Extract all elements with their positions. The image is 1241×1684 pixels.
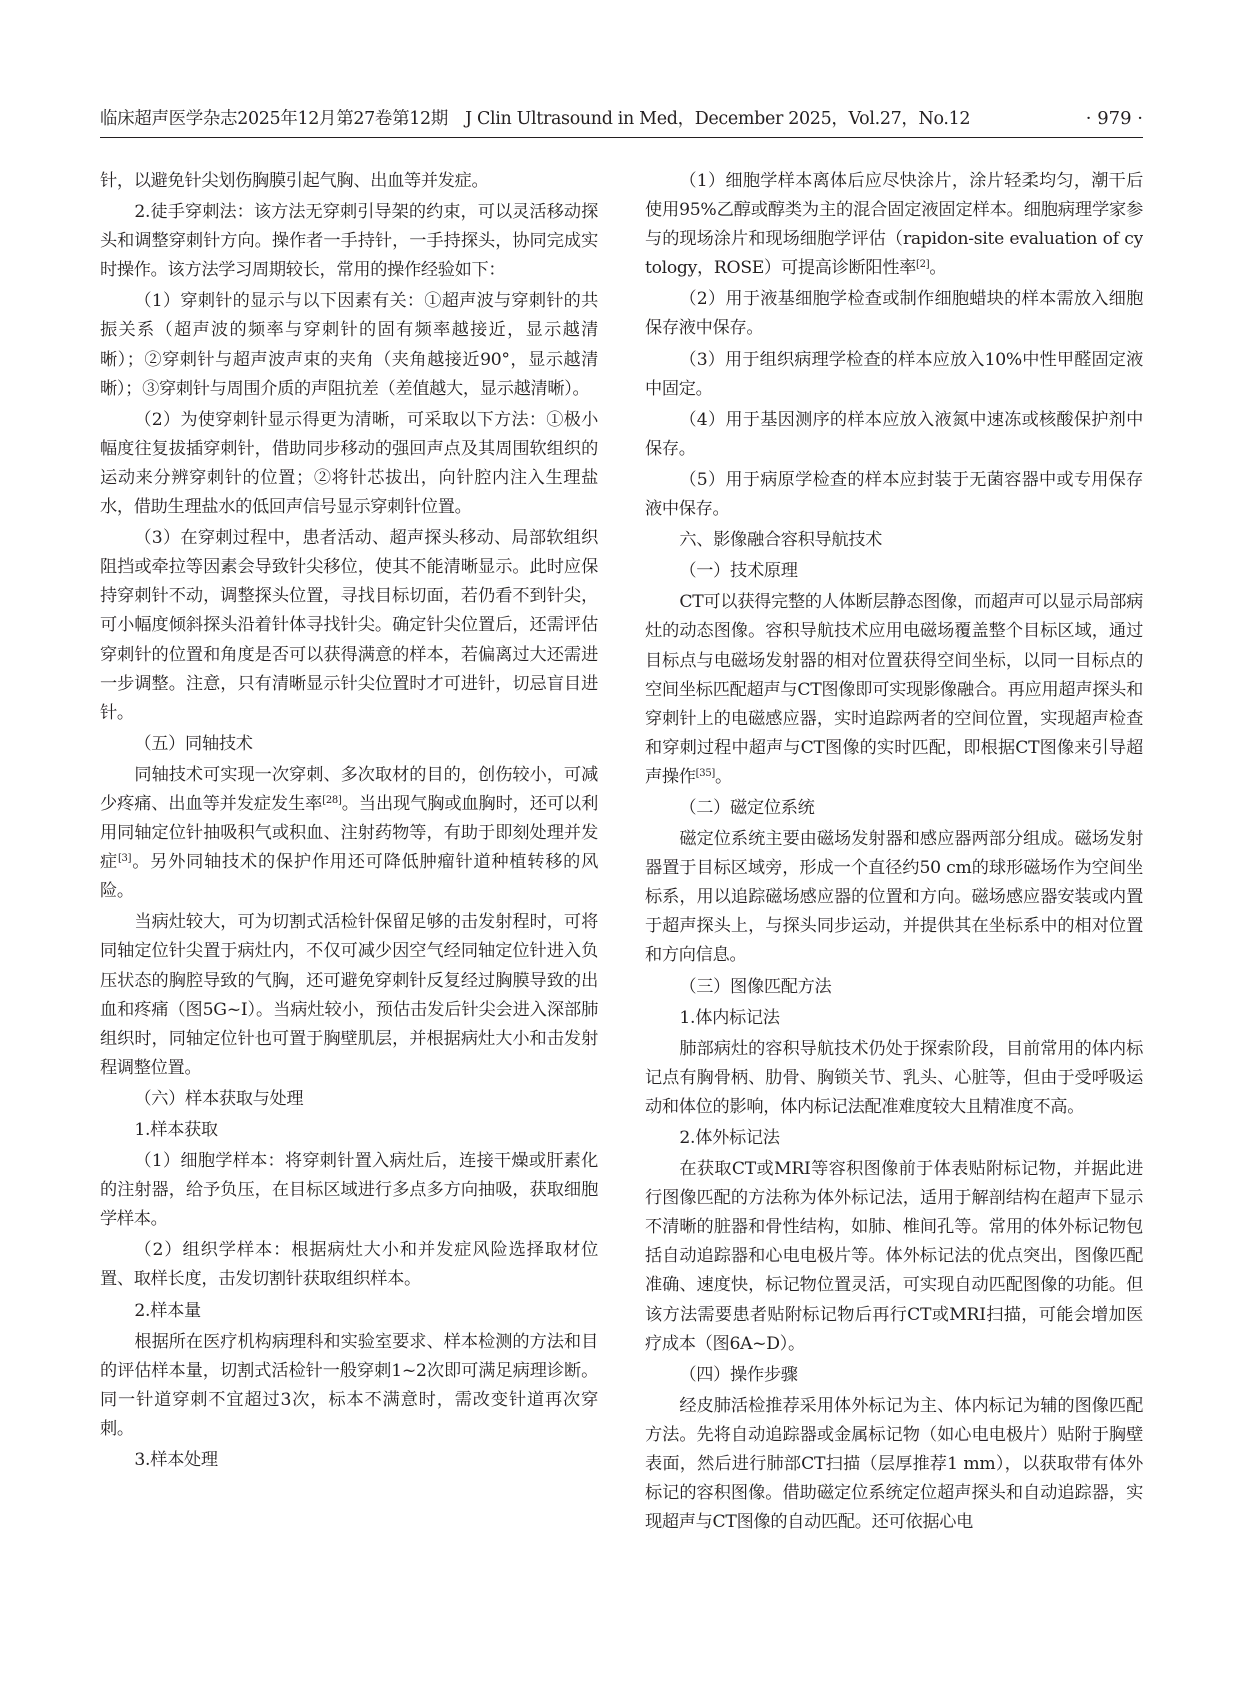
body-paragraph [100, 1328, 598, 1444]
citation-ref: [28] [322, 794, 342, 806]
body-paragraph [100, 524, 598, 728]
page-number: · 979 · [1085, 108, 1143, 129]
paragraph-text: 肺部病灶的容积导航技术仍处于探索阶段，目前常用的体内标记点有胸骨柄、肋骨、胸锁关节、乳头、心脏等，但由于受呼吸运动和体位的影响，体内标记法配准难度较大且精准度不高。 [645, 1038, 1143, 1117]
running-header [100, 106, 1143, 136]
section-heading [100, 1116, 598, 1145]
body-paragraph [100, 1147, 598, 1234]
paragraph-text: （四）操作步骤 [679, 1364, 798, 1385]
paragraph-text: （2）为使穿刺针显示得更为清晰，可采取以下方法：①极小幅度往复拔插穿刺针，借助同步移动的强回声点及其周围软组织的运动来分辨穿刺针的位置；②将针芯拔出，向针腔内注入生理盐水，借助生理盐水的低回声信号显示穿刺针位置。 [100, 409, 598, 518]
section-heading [645, 1124, 1143, 1153]
paragraph-text: 2.徒手穿刺法：该方法无穿刺引导架的约束，可以灵活移动探头和调整穿刺针方向。操作者一手持针，一手持探头，协同完成实时操作。该方法学习周期较长，常用的操作经验如下： [100, 202, 598, 281]
section-heading [645, 1361, 1143, 1390]
section-heading [645, 526, 1143, 555]
body-paragraph [100, 761, 598, 906]
paragraph-text: 1.样本获取 [134, 1120, 218, 1140]
section-heading [100, 1085, 598, 1114]
paragraph-text: 针，以避免针尖划伤胸膜引起气胸、出血等并发症。 [100, 171, 489, 191]
paragraph-text: （六）样本获取与处理 [134, 1088, 304, 1109]
body-paragraph [645, 1155, 1143, 1359]
body-paragraph [645, 346, 1143, 404]
paragraph-text: 根据所在医疗机构病理科和实验室要求、样本检测的方法和目的评估样本量，切割式活检针一般穿刺1~2次即可满足病理诊断。同一针道穿刺不宜超过3次，标本不满意时，需改变针道再次穿刺。 [100, 1331, 598, 1439]
paragraph-text: 经皮肺活检推荐采用体外标记为主、体内标记为辅的图像匹配方法。先将自动追踪器或金属标记物（如心电电极片）贴附于胸壁表面，然后进行肺部CT扫描（层厚推荐1 mm），以获取带有体外标记的容积图像。借助磁定位系统定位超声探头和自动追踪器，实现超声与CT图像的自动匹配。还可依据心电 [645, 1395, 1143, 1533]
body-paragraph [100, 908, 598, 1083]
paragraph-text: （1）穿刺针的显示与以下因素有关：①超声波与穿刺针的共振关系（超声波的频率与穿刺针的固有频率越接近，显示越清晰）；②穿刺针与超声波声束的夹角（夹角越接近90°，显示越清晰）；③穿刺针与周围介质的声阻抗差（差值越大，显示越清晰）。 [100, 291, 598, 399]
section-heading [100, 1297, 598, 1326]
body-paragraph [645, 285, 1143, 343]
section-heading [645, 557, 1143, 586]
paragraph-text: 六、影像融合容积导航技术 [679, 530, 883, 551]
body-paragraph [645, 1035, 1143, 1122]
journal-citation-line: 临床超声医学杂志2025年12月第27卷第12期 J Clin Ultrasound in Med，December 2025，Vol.27，No.12 [100, 109, 971, 129]
paragraph-text: （1）细胞学样本：将穿刺针置入病灶后，连接干燥或肝素化的注射器，给予负压，在目标区域进行多点多方向抽吸，获取细胞学样本。 [100, 1151, 598, 1230]
paragraph-text: （五）同轴技术 [134, 733, 253, 754]
paragraph-text: CT可以获得完整的人体断层静态图像，而超声可以显示局部病灶的动态图像。容积导航技术应用电磁场覆盖整个目标区域，通过目标点与电磁场发射器的相对位置获得空间坐标，以同一目标点的空间坐标匹配超声与CT图像即可实现影像融合。再应用超声探头和穿刺针上的电磁感应器，实时追踪两者的空间位置，实现超声检查和穿刺过程中超声与CT图像的实时匹配，即根据CT图像来引导超声操作 [645, 592, 1143, 787]
paragraph-text: 。 [715, 766, 732, 787]
body-paragraph [645, 466, 1143, 524]
paragraph-text: （3）用于组织病理学检查的样本应放入10%中性甲醛固定液中固定。 [645, 349, 1143, 399]
citation-ref: [35] [695, 767, 715, 779]
body-paragraph [645, 1392, 1143, 1537]
paragraph-text: 同轴技术可实现一次穿刺、多次取材的目的，创伤较小，可减少疼痛、出血等并发症发生率 [100, 764, 598, 814]
body-paragraph [100, 287, 598, 403]
paragraph-text: 当病灶较大，可为切割式活检针保留足够的击发射程时，可将同轴定位针尖置于病灶内，不仅可减少因空气经同轴定位针进入负压状态的胸腔导致的气胸，还可避免穿刺针反复经过胸膜导致的出血和疼痛（图5G~I）。当病灶较小，预估击发后针尖会进入深部肺组织时，同轴定位针也可置于胸壁肌层，并根据病灶大小和击发射程调整位置。 [100, 912, 598, 1078]
body-paragraph [645, 588, 1143, 792]
text-column-left [100, 167, 598, 1607]
body-paragraph [100, 1236, 598, 1294]
paragraph-text: 磁定位系统主要由磁场发射器和感应器两部分组成。磁场发射器置于目标区域旁，形成一个直径约50 cm的球形磁场作为空间坐标系，用以追踪磁场感应器的位置和方向。磁场感应器安装或内置于超声探头上，与探头同步运动，并提供其在坐标系中的相对位置和方向信息。 [645, 829, 1143, 966]
body-paragraph [100, 167, 598, 196]
paragraph-text: （3）在穿刺过程中，患者活动、超声探头移动、局部软组织阻挡或牵拉等因素会导致针尖移位，使其不能清晰显示。此时应保持穿刺针不动，调整探头位置，寻找目标切面，若仍看不到针尖，可小幅度倾斜探头沿着针体寻找针尖。确定针尖位置后，还需评估穿刺针的位置和角度是否可以获得满意的样本，若偏离过大还需进一步调整。注意，只有清晰显示针尖位置时才可进针，切忌盲目进针。 [100, 528, 598, 723]
section-heading [645, 973, 1143, 1002]
section-heading [645, 794, 1143, 823]
header-rule [100, 137, 1143, 138]
citation-ref: [3] [117, 853, 132, 865]
paragraph-text: 3.样本处理 [134, 1450, 218, 1471]
paragraph-text: 在获取CT或MRI等容积图像前于体表贴附标记物，并据此进行图像匹配的方法称为体外标记法，适用于解剖结构在超声下显示不清晰的脏器和骨性结构，如肺、椎间孔等。常用的体外标记物包括自动追踪器和心电电极片等。体外标记法的优点突出，图像匹配准确、速度快，标记物位置灵活，可实现自动匹配图像的功能。但该方法需要患者贴附标记物后再行CT或MRI扫描，可能会增加医疗成本（图6A~D）。 [645, 1159, 1143, 1354]
paragraph-text: （4）用于基因测序的样本应放入液氮中速冻或核酸保护剂中保存。 [645, 409, 1143, 459]
paragraph-text: （二）磁定位系统 [679, 797, 815, 818]
paragraph-text: （三）图像匹配方法 [679, 976, 832, 997]
body-paragraph [645, 167, 1143, 283]
paragraph-text: （1）细胞学样本离体后应尽快涂片，涂片轻柔均匀，潮干后使用95%乙醇或醇类为主的混合固定液固定样本。细胞病理学家参与的现场涂片和现场细胞学评估（rapidon-site evaluation of cytology，ROSE）可提高诊断阳性率 [645, 171, 1143, 279]
paragraph-text: 。 [929, 258, 947, 279]
paragraph-text: （2）组织学样本：根据病灶大小和并发症风险选择取材位置、取样长度，击发切割针获取组织样本。 [100, 1240, 598, 1290]
paragraph-text: （2）用于液基细胞学检查或制作细胞蜡块的样本需放入细胞保存液中保存。 [645, 289, 1143, 339]
body-paragraph [645, 825, 1143, 970]
paragraph-text: 。另外同轴技术的保护作用还可降低肿瘤针道种植转移的风险。 [100, 852, 598, 902]
section-heading [100, 730, 598, 759]
section-heading [100, 1446, 598, 1475]
paragraph-text: （一）技术原理 [679, 561, 798, 582]
paragraph-text: 。当出现气胸或血胸时，还可以利用同轴定位针抽吸积气或积血、注射药物等，有助于即刻处理并发症 [100, 793, 598, 873]
paragraph-text: 2.样本量 [134, 1300, 201, 1321]
body-paragraph [100, 406, 598, 522]
body-paragraph [645, 406, 1143, 464]
text-column-right [645, 167, 1143, 1607]
paragraph-text: 2.体外标记法 [679, 1128, 780, 1148]
citation-ref: [2] [916, 259, 930, 271]
paragraph-text: 1.体内标记法 [679, 1007, 780, 1028]
paragraph-text: （5）用于病原学检查的样本应封装于无菌容器中或专用保存液中保存。 [645, 469, 1143, 520]
body-paragraph [100, 198, 598, 285]
section-heading [645, 1004, 1143, 1033]
